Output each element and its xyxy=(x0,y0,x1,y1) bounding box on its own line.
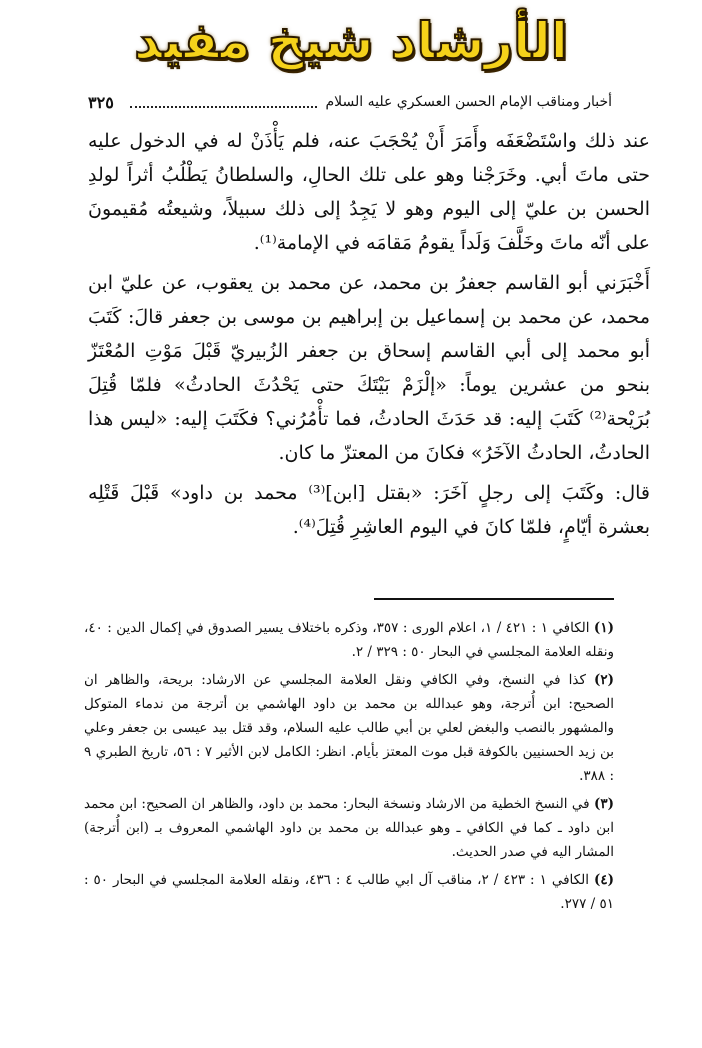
paragraph: قال: وكَتَبَ إلى رجلٍ آخَرَ: «بقتل [ابن]⁽³⁾ محمد بن داود» قَبْلَ قَتْلِه بعشرة أيّامٍ، فلمّا كانَ في اليوم العاشِرِ قُتِلَ⁽⁴⁾. xyxy=(88,482,651,538)
paragraph: أَخْبَرَني أبو القاسم جعفرُ بن محمد، عن محمد بن يعقوب، عن عليّ ابن محمد، عن محمد بن إسماعيل بن إبراهيم بن موسى بن جعفر قالَ: كَتَبَ أبو محمد إلى أبي القاسم إسحاق بن جعفر الزُبيريّ قَبْلَ مَوْتِ المُعْتَزّ بنحو من عشرين يوماً: «إلْزَمْ بَيْتَكَ حتى يَحْدُثَ الحادثُ» فلمّا قُتِلَ بُرَيْحة⁽²⁾ كَتَبَ إليه: قد حَدَثَ الحادثُ، فما تأْمُرُني؟ فكَتَبَ إليه: «ليس هذا الحادثُ، الحادثُ الآخَرُ» فكانَ من المعتزّ ما كان. xyxy=(88,272,650,464)
footnote-number: (٢) xyxy=(593,672,615,688)
footnote-separator xyxy=(374,598,614,600)
footnote-item xyxy=(84,616,614,664)
main-text xyxy=(88,124,650,550)
banner-title: الأرشاد شيخ مفيد xyxy=(134,12,568,70)
paragraph: عند ذلك واسْتَضْعَفَه وأَمَرَ أَنْ يُحْجَبَ عنه، فلم يَأْذَنْ له في الدخول عليه حتى ماتَ أبي. وخَرَجْنا وهو على تلك الحالِ، والسلطانُ يَطْلُبُ أثراً لولدِ الحسن بن عليّ إلى اليوم وهو لا يَجِدُ إلى ذلك سبيلاً، وشيعتُه مُقيمونَ على أنّه ماتَ وخَلَّفَ وَلَداً يقومُ مَقامَه في الإمامة⁽¹⁾. xyxy=(88,130,650,254)
footnote-number: (٣) xyxy=(593,796,614,812)
footnote-text: كذا في النسخ، وفي الكافي ونقل العلامة المجلسي عن الارشاد: بريحة، والظاهر ان الصحيح: ابن أُترجة، وهو عبدالله بن محمد بن داود الهاشمي بن أترجة من ندماء المتوكل والمشهور بالنصب والبغض لعلي بن أبي طالب عليه السلام، وقد قتل بيد عيسى بن جعفر وعلي بن زيد الحسنيين بالكوفة قبل موت المعتز بأيام. انظر: الكامل لابن الأثير ٧ : ٥٦، تاريخ الطبري ٩ : ٣٨٨. xyxy=(84,672,615,784)
footnote-text: الكافي ١ : ٤٢٣ / ٢، مناقب آل ابي طالب ٤ : ٤٣٦، ونقله العلامة المجلسي في البحار ٥٠ : ٥١ / ٢٧٧. xyxy=(84,872,614,912)
footnote-text: في النسخ الخطية من الارشاد ونسخة البحار: محمد بن داود، والظاهر ان الصحيح: ابن محمد ابن داود ـ كما في الكافي ـ وهو عبدالله بن محمد بن داود الهاشمي المعروف بـ (ابن أُترجة) المشار اليه في صدر الحديث. xyxy=(84,796,614,860)
header-dotted-leader xyxy=(130,96,318,108)
running-header xyxy=(88,90,612,114)
footnote-text: الكافي ١ : ٤٢١ / ١، اعلام الورى : ٣٥٧، وذكره باختلاف يسير الصدوق في إكمال الدين : ٤٠، ونقله العلامة المجلسي في البحار ٥٠ : ٣٢٩ / ٢. xyxy=(84,620,614,660)
footnote-number: (١) xyxy=(593,620,614,636)
header-title: أخبار ومناقب الإمام الحسن العسكري عليه السلام xyxy=(325,94,612,110)
footnote-item xyxy=(84,668,614,788)
page-number: ٣٢٥ xyxy=(88,92,114,112)
footnote-item xyxy=(84,792,614,864)
footnote-number: (٤) xyxy=(593,872,614,888)
footnotes xyxy=(84,616,614,920)
footnote-item xyxy=(84,868,614,916)
